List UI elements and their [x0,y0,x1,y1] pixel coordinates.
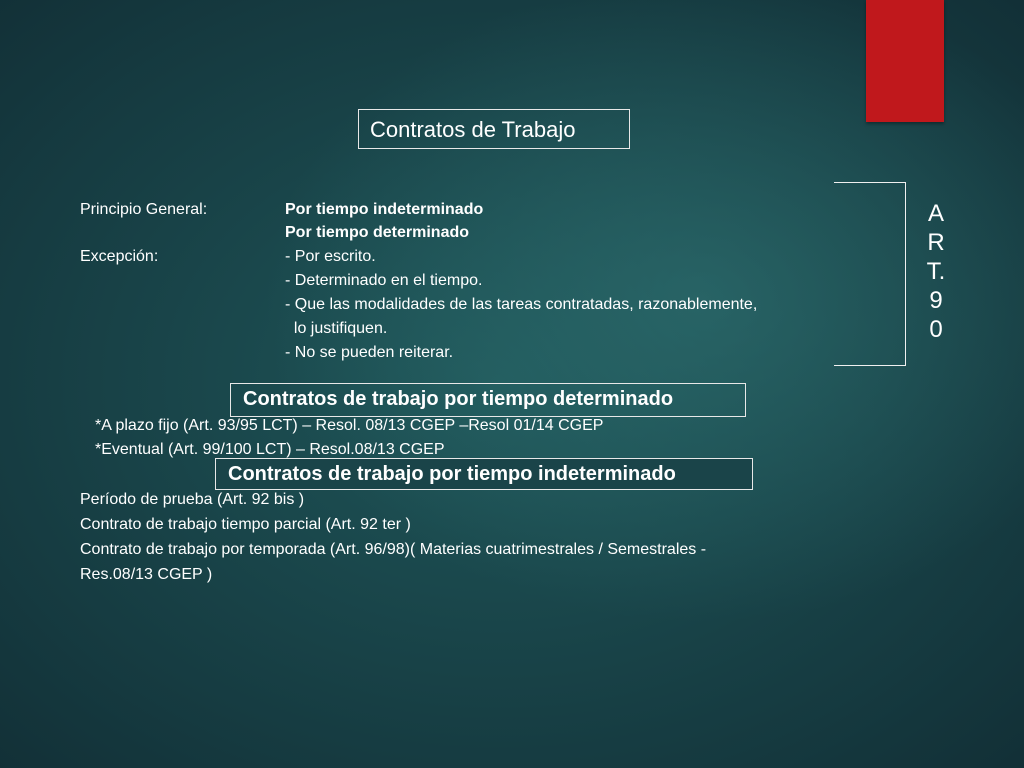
indetermined-item: Contrato de trabajo tiempo parcial (Art. 92 ter ) [80,516,411,533]
exception-item: lo justifiquen. [285,320,388,337]
exception-label: Excepción: [80,248,159,265]
principle-label: Principio General: [80,201,208,218]
slide-title: Contratos de Trabajo [358,109,630,149]
exception-item: - Determinado en el tiempo. [285,272,483,289]
exception-item: - No se pueden reiterar. [285,344,454,361]
indetermined-item: Res.08/13 CGEP ) [80,566,213,583]
article-bracket [834,182,906,366]
exception-item: - Que las modalidades de las tareas contratadas, razonablemente, [285,296,758,313]
article-label [924,199,948,344]
indetermined-item: Contrato de trabajo por temporada (Art. 96/98)( Materias cuatrimestrales / Semestrales - [80,541,707,558]
determined-item: *A plazo fijo (Art. 93/95 LCT) – Resol. 08/13 CGEP –Resol 01/14 CGEP [95,417,604,434]
principle-value-determinate: Por tiempo determinado [285,224,470,241]
article-letter: A [927,200,944,227]
red-accent-tab [866,0,944,122]
article-letter: T. [926,258,946,285]
article-letter: 0 [929,316,943,343]
heading-indetermined: Contratos de trabajo por tiempo indeterminado [215,458,753,490]
article-letter: 9 [929,287,943,314]
principle-value-indeterminate: Por tiempo indeterminado [285,201,484,218]
exception-item: - Por escrito. [285,248,376,265]
determined-item: *Eventual (Art. 99/100 LCT) – Resol.08/13 CGEP [95,441,445,458]
article-letter: R [927,229,945,256]
indetermined-item: Período de prueba (Art. 92 bis ) [80,491,305,508]
heading-determined: Contratos de trabajo por tiempo determinado [230,383,746,417]
